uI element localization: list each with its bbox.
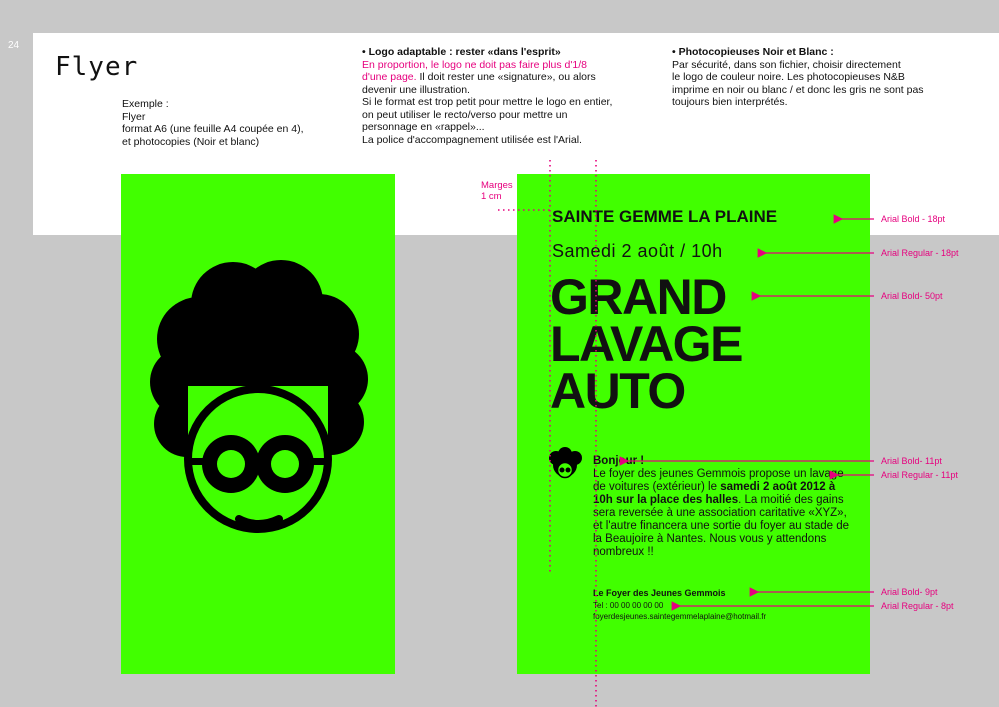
photocopy-text: imprime en noir ou blanc / et donc les gris ne sont pas xyxy=(672,83,924,96)
annotation-label: Arial Bold- 50pt xyxy=(881,291,943,301)
logo-text: La police d'accompagnement utilisée est l'Arial. xyxy=(362,133,582,146)
headline-line: LAVAGE xyxy=(550,316,742,372)
margins-note xyxy=(481,180,513,202)
annotation-label: Arial Bold- 9pt xyxy=(881,587,938,597)
logo-text: personnage en «rappel»... xyxy=(362,121,485,133)
photocopy-text: le logo de couleur noire. Les photocopieuses N&B xyxy=(672,71,905,83)
flyer-phone: Tel : 00 00 00 00 00 xyxy=(593,601,664,610)
example-line: format A6 (une feuille A4 coupée en 4), xyxy=(122,123,304,135)
flyer-organizer: Le Foyer des Jeunes Gemmois xyxy=(593,588,726,598)
margins-value: 1 cm xyxy=(481,191,502,202)
headline-line: AUTO xyxy=(550,363,685,419)
photocopy-text: Par sécurité, dans son fichier, choisir directement xyxy=(672,58,901,71)
margins-label: Marges xyxy=(481,180,513,191)
annotation-label: Arial Bold- 11pt xyxy=(881,456,942,466)
photocopy-heading: • Photocopieuses Noir et Blanc : xyxy=(672,46,834,58)
page-title: Flyer xyxy=(55,52,139,82)
flyer-body-text: . La moitié des gains sera reversée à une association caritative «XYZ», et l'autre financera une sortie du foyer au stade de la Beaujoire à Nantes. Nous vous y attendons nombreux !! xyxy=(593,494,849,558)
example-block xyxy=(122,98,304,148)
page-number: 24 xyxy=(8,40,20,51)
annotation-label: Arial Bold - 18pt xyxy=(881,214,946,224)
flyer-date: Samedi 2 août / 10h xyxy=(552,241,723,261)
example-line: Flyer xyxy=(122,110,146,123)
logo-proportion-note: En proportion, le logo ne doit pas faire plus d'1/8 xyxy=(362,58,587,71)
mascot-illustration xyxy=(121,174,395,674)
logo-text: Il doit rester une «signature», ou alors xyxy=(416,71,596,83)
logo-text: Si le format est trop petit pour mettre le logo en entier, xyxy=(362,96,613,108)
flyer-body-emphasis: samedi 2 août 2012 à 10h sur la place des halles xyxy=(593,481,836,506)
flyer-greeting: Bonjour ! xyxy=(593,455,645,467)
logo-heading: • Logo adaptable : rester «dans l'esprit» xyxy=(362,46,561,58)
flyer-body-text: Le foyer des jeunes Gemmois propose un lavage de voitures (extérieur) le xyxy=(593,468,844,493)
logo-text: on peut utiliser le recto/verso pour mettre un xyxy=(362,108,568,121)
photocopy-guidelines xyxy=(672,46,962,109)
annotation-label: Arial Regular - 8pt xyxy=(881,601,954,611)
flyer-venue: SAINTE GEMME LA PLAINE xyxy=(552,207,778,226)
flyer-email: foyerdesjeunes.saintegemmelaplaine@hotmail.fr xyxy=(593,612,767,621)
annotation-label: Arial Regular - 18pt xyxy=(881,248,959,258)
annotation-label: Arial Regular - 11pt xyxy=(881,470,958,480)
photocopy-text: toujours bien interprétés. xyxy=(672,96,788,108)
logo-text: devenir une illustration. xyxy=(362,83,470,96)
logo-guidelines xyxy=(362,46,622,146)
example-line: et photocopies (Noir et blanc) xyxy=(122,135,260,148)
flyer-headline xyxy=(550,269,742,419)
flyer-body xyxy=(593,468,855,559)
logo-proportion-note-end: d'une page. xyxy=(362,71,417,83)
flyer-recto xyxy=(121,174,395,674)
headline-line: GRAND xyxy=(550,269,726,325)
example-heading: Exemple : xyxy=(122,98,169,110)
